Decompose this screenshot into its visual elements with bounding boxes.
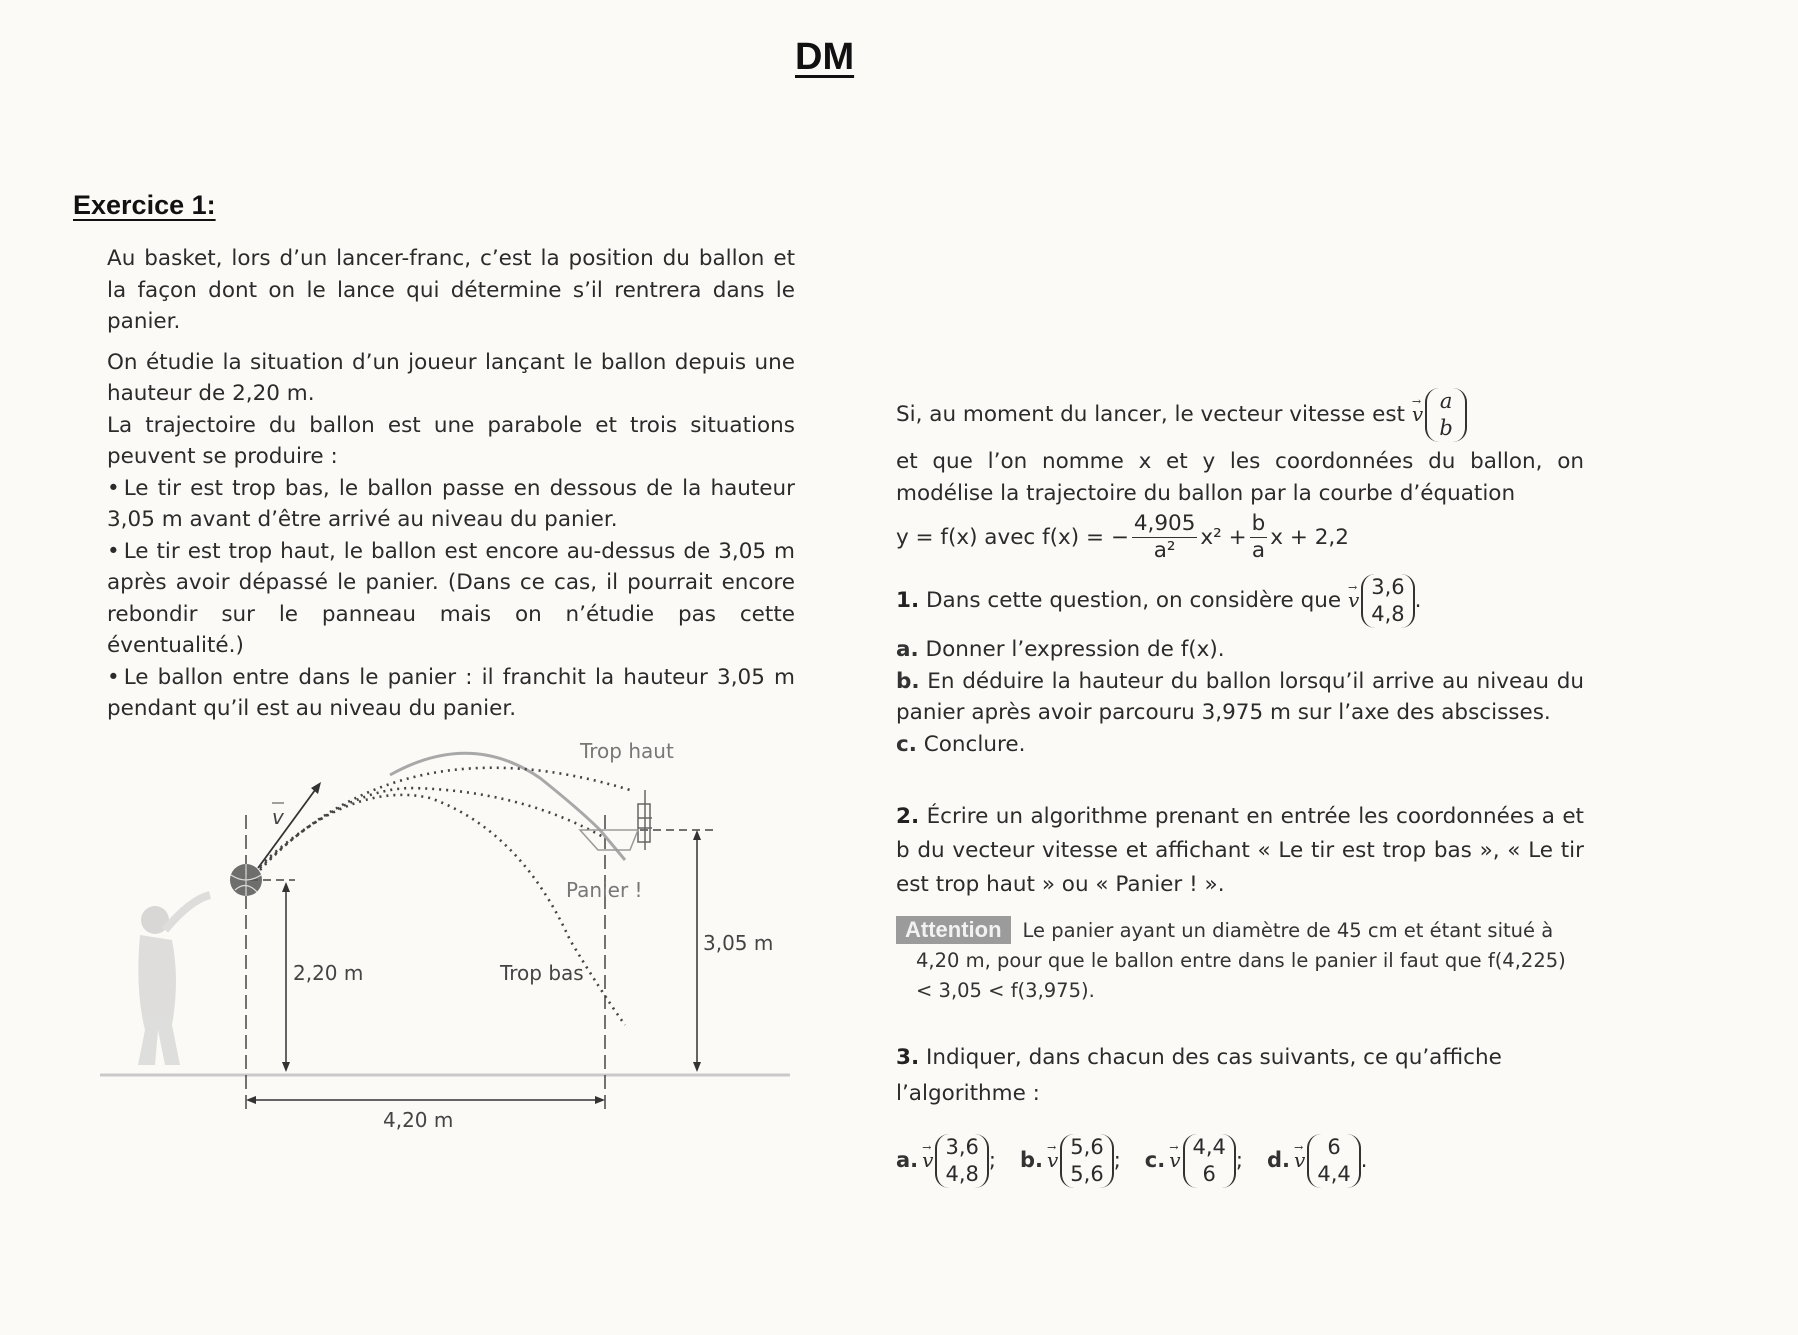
vector-component: 5,6 <box>1070 1135 1104 1159</box>
equation <box>896 511 1584 564</box>
label-launch-height: 2,20 m <box>293 961 364 985</box>
vector-symbol: → v <box>1348 585 1359 617</box>
vector-symbol: → v <box>922 1145 933 1177</box>
vector-symbol: → v <box>1169 1145 1180 1177</box>
basketball-diagram <box>100 730 800 1150</box>
vector-component: b <box>1439 416 1453 440</box>
label-basket: Panier ! <box>566 878 643 902</box>
document-title: DM <box>795 36 855 78</box>
vector-component: 4,8 <box>1371 602 1405 626</box>
cases-list <box>896 1134 1584 1188</box>
model-section <box>896 388 1584 1188</box>
question-text: Dans cette question, on considère que <box>925 588 1342 613</box>
case-label: b. <box>1019 1148 1043 1173</box>
trajectory-too-low <box>260 795 625 1025</box>
case-item <box>1267 1134 1367 1188</box>
question-number: 3. <box>896 1045 920 1070</box>
intro-paragraph: Au basket, lors d’un lancer-franc, c’est la position du ballon et la façon dont on le lance qui détermine s’il rentrera dans le panier. <box>107 246 795 334</box>
vector-matrix <box>935 1134 988 1188</box>
trajectory-too-high <box>260 768 630 870</box>
vector-component: 5,6 <box>1070 1162 1104 1186</box>
subquestion-label: c. <box>896 731 917 757</box>
situation-bullet <box>107 536 795 662</box>
bullet-text: Le tir est trop bas, le ballon passe en dessous de la hauteur 3,05 m avant d’être arrivé au niveau du panier. <box>107 475 795 532</box>
case-label: c. <box>1144 1148 1166 1173</box>
bullet-text: Le tir est trop haut, le ballon est encore au-dessus de 3,05 m après avoir dépassé le panier. (Dans ce cas, il pourrait encore rebondir sur le panneau mais on n’étudie pas cette éventualité.) <box>107 538 795 658</box>
vector-component: 3,6 <box>945 1135 979 1159</box>
question-number: 2. <box>896 804 920 829</box>
subquestion-text: Donner l’expression de f(x). <box>925 637 1225 662</box>
case-separator: . <box>1360 1148 1368 1173</box>
situation-bullet <box>107 662 795 725</box>
equation-term: x + 2,2 <box>1270 524 1349 550</box>
case-item <box>896 1134 996 1188</box>
situation-bullet <box>107 473 795 536</box>
fraction-denominator: a <box>1251 538 1266 563</box>
question-3 <box>896 1040 1584 1112</box>
vector-component: a <box>1439 389 1453 413</box>
equation-prefix: y = f(x) avec f(x) = − <box>896 524 1129 550</box>
vector-matrix <box>1307 1134 1360 1188</box>
vector-component: 4,4 <box>1317 1162 1351 1186</box>
case-separator: ; <box>1235 1148 1243 1173</box>
case-label: d. <box>1267 1148 1291 1173</box>
question-1a <box>896 634 1584 666</box>
attention-text: Le panier ayant un diamètre de 45 cm et étant situé à 4,20 m, pour que le ballon entre dans le panier il faut que f(4,225) < 3,05 < f(3,975). <box>916 919 1566 1002</box>
player-silhouette <box>138 895 210 1065</box>
ball-icon <box>230 864 262 896</box>
exercise-intro <box>107 243 795 725</box>
question-1: 1. Dans cette question, on considère que → v 3,6 4,8 . <box>896 574 1584 628</box>
intro-paragraph: On étudie la situation d’un joueur lançant le ballon depuis une hauteur de 2,20 m. <box>107 349 795 406</box>
vector-symbol: → v <box>1412 399 1423 431</box>
question-text: Indiquer, dans chacun des cas suivants, ce qu’affiche l’algorithme : <box>896 1045 1502 1106</box>
question-text: Écrire un algorithme prenant en entrée les coordonnées a et b du vecteur vitesse et affichant « Le tir est trop bas », « Le tir est trop haut » ou « Panier ! ». <box>896 804 1584 897</box>
label-too-low: Trop bas <box>500 961 584 985</box>
vector-component: 6 <box>1327 1135 1341 1159</box>
model-line1 <box>896 388 1584 442</box>
vector-symbol: → v <box>1047 1145 1058 1177</box>
bullet-text: Le ballon entre dans le panier : il franchit la hauteur 3,05 m pendant qu’il est au niveau du panier. <box>107 664 795 721</box>
vector-component: 6 <box>1202 1162 1216 1186</box>
attention-box <box>896 916 1584 1006</box>
trajectory-too-high-solid <box>390 753 625 860</box>
question-1b <box>896 666 1584 729</box>
attention-badge: Attention <box>896 916 1011 944</box>
exercise-title: Exercice 1: <box>73 190 216 220</box>
fraction <box>1132 511 1198 564</box>
fraction <box>1250 511 1268 564</box>
intro-paragraph: La trajectoire du ballon est une parabole et trois situations peuvent se produire : <box>107 412 795 469</box>
case-separator: ; <box>1113 1148 1121 1173</box>
model-intro-text: Si, au moment du lancer, le vecteur vitesse est <box>896 402 1405 427</box>
vector-matrix <box>1060 1134 1113 1188</box>
case-label: a. <box>896 1148 919 1173</box>
label-distance: 4,20 m <box>383 1108 454 1132</box>
question-2 <box>896 800 1584 902</box>
case-item <box>1145 1134 1243 1188</box>
subquestion-text: Conclure. <box>923 731 1026 757</box>
subquestion-label: a. <box>896 637 919 662</box>
label-basket-height: 3,05 m <box>703 931 774 955</box>
fraction-denominator: a² <box>1153 538 1176 563</box>
subquestion-text: En déduire la hauteur du ballon lorsqu’il arrive au niveau du panier après avoir parcouru 3,975 m sur l’axe des abscisses. <box>896 668 1584 725</box>
equation-term: x² + <box>1200 524 1247 550</box>
case-item <box>1020 1134 1121 1188</box>
subquestion-label: b. <box>896 668 920 694</box>
velocity-vector-general <box>1412 388 1467 442</box>
fraction-numerator: b <box>1251 511 1266 536</box>
vector-component: 4,8 <box>945 1162 979 1186</box>
fraction-numerator: 4,905 <box>1133 511 1196 536</box>
vector-matrix <box>1183 1134 1236 1188</box>
vector-symbol: → v <box>1294 1145 1305 1177</box>
vector-component: 4,4 <box>1192 1135 1226 1159</box>
model-line2: et que l’on nomme x et y les coordonnées du ballon, on modélise la trajectoire du ballon par la courbe d’équation <box>896 449 1584 506</box>
trajectory-basket <box>260 788 605 868</box>
case-separator: ; <box>988 1148 996 1173</box>
question-1c <box>896 729 1584 761</box>
label-too-high: Trop haut <box>580 739 674 763</box>
velocity-vector <box>1348 574 1415 628</box>
vector-component: 3,6 <box>1371 575 1405 599</box>
vector-label: v <box>272 805 284 829</box>
question-number: 1. <box>896 588 920 613</box>
